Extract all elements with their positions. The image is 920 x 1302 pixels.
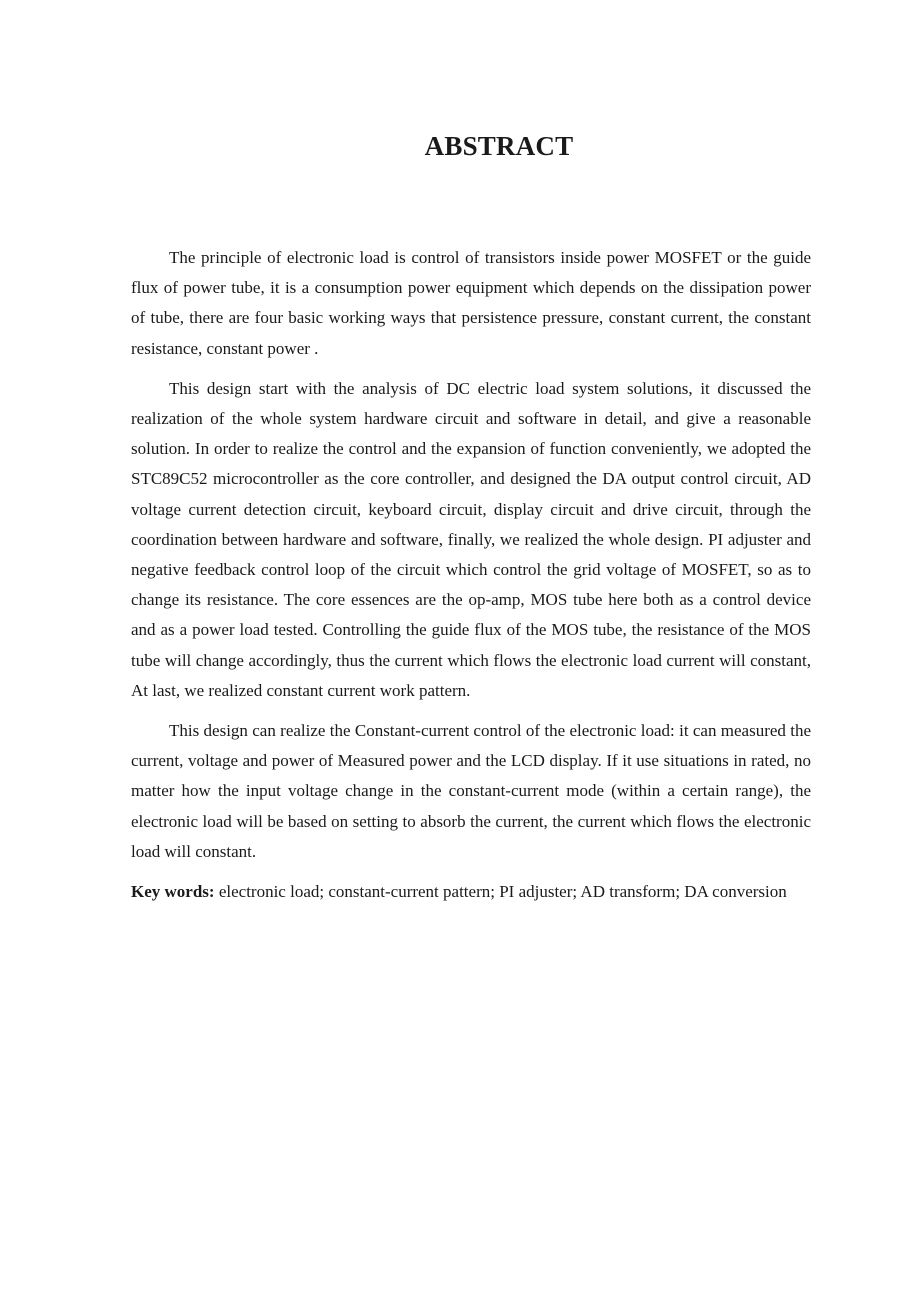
abstract-paragraph-1: The principle of electronic load is control of transistors inside power MOSFET or the guide flux of power tube, it is a consumption power equipment which depends on the dissipation power of tube, there are four basic working ways that persistence pressure, constant current, the constant resistance, constant power .: [131, 248, 811, 358]
keywords-line: [131, 877, 811, 907]
page-title: ABSTRACT: [424, 131, 574, 161]
keywords-text: electronic load; constant-current pattern; PI adjuster; AD transform; DA conversion: [218, 882, 787, 902]
abstract-paragraph-2: This design start with the analysis of DC electric load system solutions, it discussed the realization of the whole system hardware circuit and software in detail, and give a reasonable solution. In order to realize the control and the expansion of function conveniently, we adopted the STC89C52 microcontroller as the core controller, and designed the DA output control circuit, AD voltage current detection circuit, keyboard circuit, display circuit and drive circuit, through the coordination between hardware and software, finally, we realized the whole design. PI adjuster and negative feedback control loop of the circuit which control the grid voltage of MOSFET, so as to change its resistance. The core essences are the op-amp, MOS tube here both as a control device and as a power load tested. Controlling the guide flux of the MOS tube, the resistance of the MOS tube will change accordingly, thus the current which flows the electronic load current will constant, At last, we realized constant current work pattern.: [131, 378, 811, 700]
abstract-paragraph-3: This design can realize the Constant-current control of the electronic load: it can measured the current, voltage and power of Measured power and the LCD display. If it use situations in rated, no matter how the input voltage change in the constant-current mode (within a certain range), the electronic load will be based on setting to absorb the current, the current which flows the electronic load will constant.: [131, 721, 811, 861]
keywords-label: Key words:: [131, 882, 215, 902]
abstract-body: [131, 243, 811, 907]
